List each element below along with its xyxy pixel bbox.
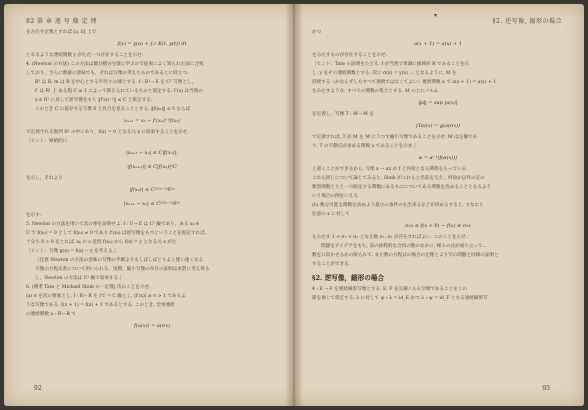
text-line: このとき C に依存する写像 δ と具合を見ることとする. ‖f(x₀)‖ ≤ δ ならば xyxy=(35,107,191,112)
text-line: ［ヒント：写像 g(x) = f(x) − y を考える.］ xyxy=(26,249,119,254)
book-spread xyxy=(4,4,584,406)
text-line: x ∈ R¹ に対して逆写像をもち ‖f'(x)⁻¹‖ ≤ C と仮定する. xyxy=(35,98,153,103)
text-line: 写像の方程式系について用いられる．実際，縮小写像の存在の証明は本質に考え得る xyxy=(35,267,210,272)
text-line: を示し，それより xyxy=(26,176,63,181)
page-number: 92 xyxy=(34,385,42,392)
left-page xyxy=(4,4,294,406)
text-line: ［ヒント：Tate の証明をたどる. f が当然で単調に値域が R であることを示 xyxy=(312,62,470,67)
text-line: 節を通じて仮定する. λ に対して ψ ∘ λ = id_E かつ λ ∘ ψ = id_F となる連続線形写 xyxy=(312,296,488,301)
text-line: 4 : E → F を連続線形写像とする. E, F を完備ノルム空間であることをこの xyxy=(312,287,468,292)
text-line: し，Newton の方法は C² 級で収束する.］ xyxy=(35,276,125,281)
equation: f(a(x)) = a(σx) xyxy=(134,323,170,329)
equation: xₙ₊₁ = xₙ − f'(xₙ)⁻¹f(xₙ) xyxy=(123,118,181,124)
equation: a(x + 1) = a(x) + 1 xyxy=(414,41,462,47)
equation: |xₙ₊₁ − xₙ| ≤ C²⁽²ⁿ⁻¹⁾δ²ⁿ xyxy=(123,201,181,207)
page-body xyxy=(26,28,278,378)
running-head: 82 第 章 逐 写 像 定 理 xyxy=(26,18,97,25)
equation: ‖a‖ = sup |a(x)| xyxy=(418,100,458,106)
text-line: 持続する（かならずしもすべて連続ではなくてよい）連続関数 a で a(x + 1) = a(x) + 1 xyxy=(312,80,497,85)
text-line: と書くことができるから, 写像 x → αx が f と共役となる関係をもっている. xyxy=(312,167,468,172)
text-line: することができる. xyxy=(312,262,351,267)
text-line: 6. (関孝 Tate と Michael Shub の一定理) 次のことを示せ. xyxy=(26,285,151,290)
text-line: R¹ は R, m は R を中心とする半径 r の球とする. f : R¹→ E を C² 写像とし， xyxy=(35,80,197,85)
equation: α = α⁻¹(f(α(x))) xyxy=(418,155,458,161)
text-line: かつ xyxy=(312,30,322,35)
section-heading: §2. 逆写像，縮形の場合 xyxy=(312,274,384,282)
text-line: 4. (Newton の方法) この方法は微分積分を既に学ぶので従来によく知られた法に合致 xyxy=(26,62,204,67)
equation: (Ta)(x) = g(a(σx)) xyxy=(415,123,461,129)
text-line: をみたすような, すべての関数の集合とする. M の上にノルム xyxy=(312,89,439,94)
text-line: (b) 数分可能な関数を決めよう最小の条件のを出来るなどが決めるすると, すなわち xyxy=(312,203,484,208)
equation: |f(xₙ)| ≤ C²⁽²ⁿ⁻¹⁾δ²ⁿ xyxy=(129,187,175,193)
text-line: で定義される数列 R¹ の中にあり，f(x) = 0 となる元 x に収束することを示せ. xyxy=(26,130,189,135)
text-line: f' は R¹ 上 ある程 C ≥ 1 によって抑えられているものと仮定する. f'(x) は当然の xyxy=(35,89,203,94)
text-line: し, y をその連続関数とする. 次に σ(x) = y(x) ... となるように, M を xyxy=(312,71,457,76)
text-line: 類型関数とりと一つ限定する関数にあるものについてある関数を決めることとなるよう xyxy=(312,185,492,190)
equation: f(x) = y(a) + ∫ₐˣ K(t, y(t)) dt xyxy=(117,41,187,47)
text-line: 任意の x に対して xyxy=(312,212,350,217)
text-line: をみたすものが存在することを示せ. xyxy=(312,53,387,58)
equation: |xₙ₊₁ − xₙ| ≤ C|f(xₙ)|, xyxy=(126,150,178,156)
top-mark: ▾ xyxy=(434,12,438,19)
text-line: U で f(x₀) = 0 として f(x₀) ≠ 0 であり f'(x₀) は逆写像をもつということを仮定すれば， xyxy=(26,231,210,236)
text-line: をみたす定数とすれば [a, b] 上で xyxy=(26,30,97,35)
text-line: しており，さらに数値の意味でも，それは写像の考えたものであるとに役立つ. xyxy=(26,71,189,76)
text-line: 数をに向かせるかの限られて, また数の方程式の場合の定理とより写の問題と同様の証明と xyxy=(312,253,499,258)
running-head: §2. 逆写像, 縮形の場合 xyxy=(492,18,562,25)
equation: |f(xₙ₊₁)| ≤ C|f(xₙ)|²C xyxy=(127,164,177,170)
text-line: 十分小 δ > 0 をとれば, x₀ の ε 近傍 f(x₀) から f(x) = y となる元 x がた. xyxy=(26,240,178,245)
text-line: となるような連続関数 y がただ一つ存在することを示せ. xyxy=(26,53,144,58)
text-line: うな写像である. f(x + 1) = f(x) + 1 であるとする. このとき, 全単連続 xyxy=(26,303,175,308)
text-line: いう場合の例をいえる. xyxy=(312,194,360,199)
right-page xyxy=(294,4,584,406)
text-line: これら同じについて論じてみると, Shub がこれらと名前を与え，何故か以外の定の xyxy=(312,176,485,181)
text-line: を定義し，写像 T : M→ M を xyxy=(312,112,374,117)
exercise-text xyxy=(312,28,564,269)
text-line: ［ヒント：帰納的に xyxy=(26,139,68,144)
text-line: 問題をアイデアをもち, 前の抜粋的な合同の数のなかに, 様々の式が成り立って... xyxy=(321,244,487,249)
text-line: を示す. xyxy=(26,213,42,218)
text-line: の連続関数 a : R→ R で xyxy=(26,312,76,317)
text-line: 5. Newton の方法を用いて次の事を証明せよ. f : U→ E は C² 級であり，ある x₀ ∈ xyxy=(26,222,200,227)
equation: σ₁x ≤ f(x + δ) − f(x) ≤ σ₂x xyxy=(404,223,472,229)
page-number: 93 xyxy=(542,385,550,392)
text-line: り, T の不動点が求める関数 a であることを示せ.］ xyxy=(312,144,419,149)
text-line: で定義すれば, T が M を M にうつす縮小写像であることを示せ. M は完備であ xyxy=(312,135,477,140)
text-line: をみたす 1 < σ₁ < σ₂ となる数 σ₁, σ₂ が存在すればよい. このことを示せ. xyxy=(312,235,468,240)
page-body xyxy=(312,28,564,378)
text-line: (a) σ を次の要素とし, f : R→ R を fで = C 級とし, |f'(x)| ≥ σ > 1 であるよ xyxy=(26,294,186,299)
text-line: ［注意 Newton の方法の意味の写像の手順よりもしばしばとりよく使い速くなる xyxy=(35,258,204,263)
